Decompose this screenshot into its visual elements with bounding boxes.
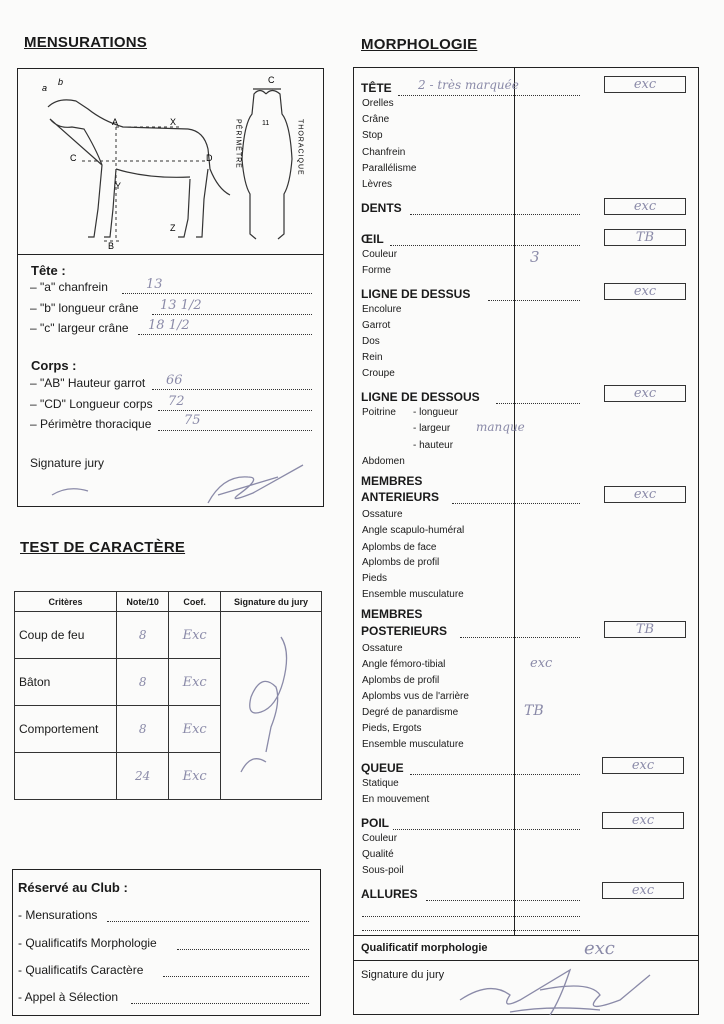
- jury-signature-mark: [48, 455, 308, 505]
- item: - largeur: [413, 423, 451, 434]
- item: Croupe: [362, 368, 395, 379]
- signature-du-jury-label: Signature du jury: [361, 969, 445, 981]
- critere-cell: [15, 753, 117, 800]
- item: Rein: [362, 352, 383, 363]
- note-cell: 24: [117, 753, 169, 800]
- note-cell: 8: [117, 706, 169, 753]
- tete-heading: Tête :: [31, 263, 66, 278]
- table-row: [15, 612, 322, 659]
- row-chanfrein-label: – "a" chanfrein: [30, 280, 108, 294]
- club-item-caractere: - Qualificatifs Caractère: [18, 963, 144, 977]
- label-A: A: [112, 117, 119, 127]
- row-perimetre-line: [158, 430, 312, 431]
- dog-measurement-diagram: [18, 69, 323, 254]
- grade-tete: exc: [604, 76, 686, 93]
- row-longueur-crane-label: – "b" longueur crâne: [30, 301, 139, 315]
- dotted-line: [460, 637, 580, 638]
- club-line: [177, 949, 309, 950]
- qualificatif-label: Qualificatif morphologie: [361, 942, 488, 954]
- label-C-top: C: [268, 75, 275, 85]
- dessous-annotation: manque: [476, 420, 525, 434]
- item: Ensemble musculature: [362, 589, 464, 600]
- item: Forme: [362, 265, 391, 276]
- item: Orelles: [362, 98, 394, 109]
- item: Abdomen: [362, 456, 405, 467]
- row-largeur-crane-line: [138, 334, 312, 335]
- grade-membres-posterieurs: TB: [604, 621, 686, 638]
- item: Poitrine: [362, 407, 396, 418]
- item: Lèvres: [362, 179, 393, 190]
- grade-allures: exc: [602, 882, 684, 899]
- label-D: D: [206, 153, 213, 163]
- signature-jury-label: Signature jury: [30, 456, 105, 470]
- label-Y: Y: [115, 181, 122, 191]
- item: Encolure: [362, 304, 402, 315]
- item: Ossature: [362, 643, 403, 654]
- header-coef: Coef.: [169, 592, 221, 612]
- header-criteres: Critères: [15, 592, 117, 612]
- section-dents: DENTS: [361, 201, 402, 215]
- item: Degré de panardisme: [362, 707, 459, 718]
- item: Angle scapulo-huméral: [362, 525, 465, 536]
- row-chanfrein-line: [122, 293, 312, 294]
- section-membres-anterieurs: MEMBRES ANTERIEURS: [361, 474, 440, 504]
- morphologie-title: MORPHOLOGIE: [361, 36, 478, 53]
- grade-dents: exc: [604, 198, 686, 215]
- item: Parallélisme: [362, 163, 417, 174]
- grade-ligne-dessus: exc: [604, 283, 686, 300]
- qualificatif-divider-top: [353, 935, 699, 936]
- label-X: X: [170, 117, 177, 127]
- grade-poil: exc: [602, 812, 684, 829]
- qualificatif-value: exc: [584, 938, 615, 959]
- label-a: a: [42, 83, 48, 93]
- label-thoracique: THORACIQUE: [296, 119, 304, 176]
- mensurations-title: MENSURATIONS: [24, 34, 147, 51]
- table-header-row: [15, 592, 322, 612]
- club-line: [163, 976, 309, 977]
- dotted-line: [362, 916, 580, 917]
- item: En mouvement: [362, 794, 430, 805]
- dotted-line: [362, 930, 580, 931]
- section-queue: QUEUE: [361, 761, 404, 775]
- item: Couleur: [362, 249, 398, 260]
- dotted-line: [398, 95, 580, 96]
- jury-signature-mark: [221, 612, 321, 792]
- item: Aplombs de face: [362, 542, 437, 553]
- row-hauteur-garrot-label: – "AB" Hauteur garrot: [30, 376, 146, 390]
- row-chanfrein-value: 13: [146, 277, 163, 292]
- test-caractere-title: TEST DE CARACTÈRE: [20, 539, 186, 556]
- club-item-selection: - Appel à Sélection: [18, 990, 119, 1004]
- note-cell: 8: [117, 612, 169, 659]
- dotted-line: [410, 774, 580, 775]
- label-perimetre: PÉRIMÈTRE: [234, 119, 242, 169]
- fem-tib-annotation: exc: [530, 656, 553, 671]
- row-longueur-crane-value: 13 1/2: [160, 298, 202, 313]
- row-perimetre-value: 75: [184, 413, 201, 428]
- coef-cell: Exc: [169, 659, 221, 706]
- row-longueur-corps-value: 72: [168, 394, 185, 409]
- item: Statique: [362, 778, 399, 789]
- label-11: 11: [262, 120, 270, 127]
- club-line: [131, 1003, 309, 1004]
- critere-cell: Comportement: [15, 706, 117, 753]
- critere-cell: Coup de feu: [15, 612, 117, 659]
- tete-annotation: 2 - très marquée: [418, 78, 519, 92]
- grade-ligne-dessous: exc: [604, 385, 686, 402]
- dotted-line: [426, 900, 580, 901]
- item: - longueur: [413, 407, 459, 418]
- row-perimetre-label: – Périmètre thoracique: [30, 417, 152, 431]
- dotted-line: [488, 300, 580, 301]
- item: Crâne: [362, 114, 390, 125]
- item: Couleur: [362, 833, 398, 844]
- section-allures: ALLURES: [361, 887, 418, 901]
- item: Pieds: [362, 573, 388, 584]
- critere-cell: Bâton: [15, 659, 117, 706]
- section-oeil: ŒIL: [361, 232, 384, 246]
- jury-signature-mark: [450, 960, 690, 1020]
- row-largeur-crane-value: 18 1/2: [148, 318, 190, 333]
- item: Stop: [362, 130, 383, 141]
- row-longueur-corps-label: – "CD" Longueur corps: [30, 397, 153, 411]
- dotted-line: [410, 214, 580, 215]
- header-note: Note/10: [117, 592, 169, 612]
- diagram-frame: [17, 68, 324, 255]
- item: Sous-poil: [362, 865, 404, 876]
- row-largeur-crane-label: – "c" largeur crâne: [30, 321, 129, 335]
- item: Angle fémoro-tibial: [362, 659, 446, 670]
- section-poil: POIL: [361, 816, 390, 830]
- label-Z: Z: [170, 223, 176, 233]
- panard-annotation: TB: [524, 703, 544, 719]
- dotted-line: [393, 829, 580, 830]
- coef-cell: Exc: [169, 612, 221, 659]
- section-tete: TÊTE: [361, 81, 392, 95]
- note-cell: 8: [117, 659, 169, 706]
- header-signature: Signature du jury: [221, 592, 322, 612]
- dotted-line: [452, 503, 580, 504]
- item: Pieds, Ergots: [362, 723, 422, 734]
- row-longueur-corps-line: [158, 410, 312, 411]
- item: Chanfrein: [362, 147, 406, 158]
- section-ligne-dessus: LIGNE DE DESSUS: [361, 287, 471, 301]
- item: Garrot: [362, 320, 391, 331]
- item: Ensemble musculature: [362, 739, 464, 750]
- item: Ossature: [362, 509, 403, 520]
- item: Aplombs de profil: [362, 557, 440, 568]
- corps-heading: Corps :: [31, 358, 77, 373]
- row-hauteur-garrot-value: 66: [166, 373, 183, 388]
- club-item-morphologie: - Qualificatifs Morphologie: [18, 936, 157, 950]
- item: - hauteur: [413, 440, 454, 451]
- test-caractere-table: [14, 591, 322, 800]
- column-divider: [514, 67, 515, 935]
- club-item-mensurations: - Mensurations: [18, 908, 98, 922]
- section-ligne-dessous: LIGNE DE DESSOUS: [361, 390, 480, 404]
- oeil-annotation: 3: [530, 248, 540, 266]
- grade-membres-anterieurs: exc: [604, 486, 686, 503]
- row-longueur-crane-line: [152, 314, 312, 315]
- club-title: Réservé au Club :: [18, 880, 128, 895]
- item: Aplombs de profil: [362, 675, 440, 686]
- label-b: b: [58, 77, 64, 87]
- grade-queue: exc: [602, 757, 684, 774]
- label-B: B: [108, 241, 115, 251]
- item: Aplombs vus de l'arrière: [362, 691, 469, 702]
- signature-cell: [221, 612, 322, 800]
- section-membres-posterieurs: MEMBRES POSTERIEURS: [361, 607, 448, 638]
- item: Dos: [362, 336, 380, 347]
- grade-oeil: TB: [604, 229, 686, 246]
- club-line: [107, 921, 309, 922]
- label-C: C: [70, 153, 77, 163]
- coef-cell: Exc: [169, 753, 221, 800]
- dotted-line: [496, 403, 580, 404]
- coef-cell: Exc: [169, 706, 221, 753]
- row-hauteur-garrot-line: [152, 389, 312, 390]
- club-box: [12, 869, 321, 1016]
- item: Qualité: [362, 849, 394, 860]
- measurements-box: [17, 255, 324, 507]
- dotted-line: [390, 245, 580, 246]
